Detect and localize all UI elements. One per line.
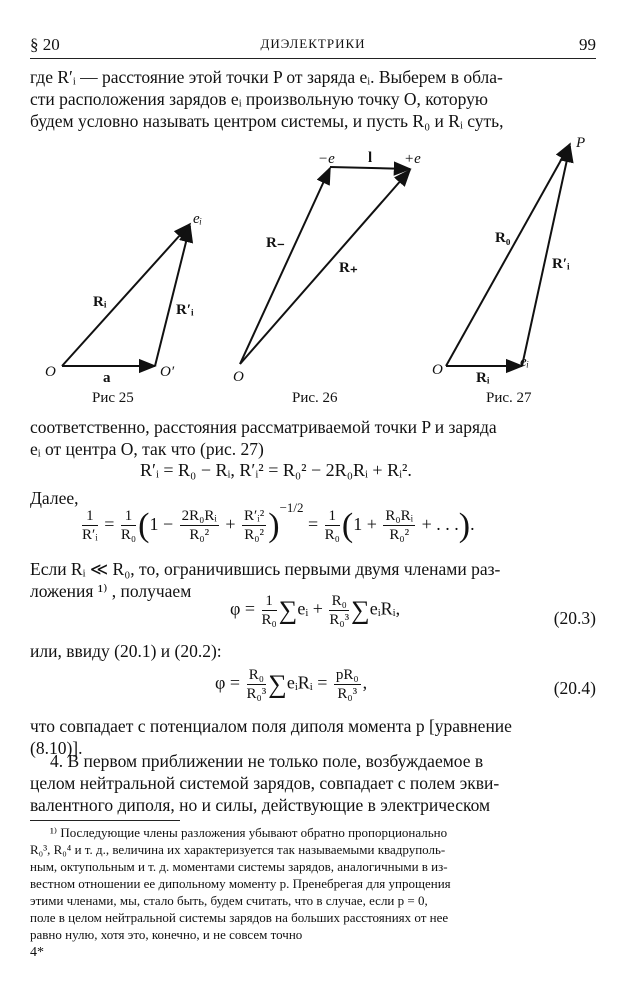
fig25-label-a: a [103, 370, 111, 386]
fig26-label-minus-e: −e [318, 151, 335, 167]
footnote-line: ным, октупольным и т. д. моментами системы зарядов, аналогичными в из- [30, 859, 448, 874]
equation-vector-difference: R′ᵢ = R₀ − Rᵢ, R′ᵢ² = R₀² − 2R₀Rᵢ + Rᵢ². [140, 460, 412, 480]
fraction: $\frac{\text{R₀}}{\text{R₀³}}$ [329, 593, 350, 628]
fig26-label-R-minus: R₋ [266, 235, 285, 251]
fig27-label-ei: eᵢ [520, 354, 530, 370]
fig26-label-l: l [368, 150, 373, 166]
footnote-line: ¹⁾ Последующие члены разложения убывают обратно пропорционально [50, 825, 448, 840]
equation-expansion: $\frac{1}{\text{R′ᵢ}}$ = $\frac{1}{\text{R₀}}$ (1 − $\frac{\text{2R₀Rᵢ}}{\text{R₀²}}$ + $\frac{\text{R′ᵢ²}}{\text{R₀²}}$ )$^{-1/2}$ = $\frac{1}{\text{R₀}}$ (1 + $\frac{\text{R₀Rᵢ}}{\text{R₀²}}$ + . . .). [82, 500, 475, 544]
text-line: будем условно называть центром системы, и пусть R₀ и Rᵢ суть, [30, 111, 504, 131]
fig26-vector-R-plus [240, 170, 410, 364]
header-rule [30, 58, 596, 59]
signature-mark: 4* [30, 945, 44, 960]
fig26-vector-l [330, 167, 410, 169]
fig26-vector-R-minus [240, 168, 330, 364]
figures-25-27 [0, 130, 631, 410]
equation-20-4: φ = $\frac{\text{R₀}}{\text{R₀³}}$ ∑eᵢRᵢ = $\frac{\text{pR₀}}{\text{R₀³}}$ , [215, 667, 368, 702]
fig25-label-Ri-prime: R′ᵢ [176, 302, 194, 318]
paragraph-definition [30, 416, 596, 460]
fig27-label-Ri: Rᵢ [476, 370, 490, 386]
paragraph-intro [30, 66, 596, 132]
fig27-caption: Рис. 27 [486, 390, 532, 406]
text-line: ложения ¹⁾ , получаем [30, 581, 192, 601]
fraction: $\frac{1}{\text{R₀}}$ [324, 508, 340, 544]
fig25-label-ei: eᵢ [193, 211, 203, 227]
text-line: что совпадает с потенциалом поля диполя момента p [уравнение [30, 716, 512, 736]
text-line: валентного диполя, но и силы, действующие в электрическом [30, 795, 491, 815]
footnote [30, 824, 596, 943]
text-ili: или, ввиду (20.1) и (20.2): [30, 641, 222, 661]
fraction: $\frac{1}{\text{R′ᵢ}}$ [82, 508, 98, 544]
footnote-rule [30, 820, 180, 821]
fig25-vector-Ri [62, 224, 190, 366]
section-number: § 20 [30, 35, 60, 54]
fraction: $\frac{1}{\text{R₀}}$ [120, 508, 137, 544]
text-line: eᵢ от центра O, так что (рис. 27) [30, 439, 264, 459]
text-line: сти расположения зарядов eᵢ произвольную точку O, которую [30, 89, 488, 109]
text-dalee: Далее, [30, 488, 79, 508]
chapter-title: ДИЭЛЕКТРИКИ [260, 36, 366, 51]
fraction: $\frac{\text{2R₀Rᵢ}}{\text{R₀²}}$ [181, 508, 217, 544]
page-header [30, 35, 596, 57]
footnote-line: вестном отношении ее дипольному моменту p. Пренебрегая для упрощения [30, 876, 451, 891]
fig26-caption: Рис. 26 [292, 390, 338, 406]
fraction: $\frac{\text{R₀Rᵢ}}{\text{R₀²}}$ [385, 508, 414, 544]
fig27-label-Ri-prime: R′ᵢ [552, 256, 570, 272]
fig27-label-P: P [576, 135, 586, 151]
equation-20-3: φ = $\frac{1}{\text{R₀}}$ ∑eᵢ + $\frac{\text{R₀}}{\text{R₀³}}$ ∑eᵢRᵢ, [230, 593, 401, 628]
text-line: целом нейтральной системой зарядов, совпадает с полем экви- [30, 773, 500, 793]
text-line: где R′ᵢ — расстояние этой точки P от заряда eᵢ. Выберем в обла- [30, 67, 503, 87]
equation-number: (20.4) [553, 678, 596, 698]
text-line: соответственно, расстояния рассматриваемой точки P и заряда [30, 417, 497, 437]
fraction: $\frac{1}{\text{R₀}}$ [261, 593, 277, 628]
footnote-line: поле в целом нейтральной системы зарядов на больших расстояниях от нее [30, 910, 449, 925]
fig27-label-O: O [432, 362, 443, 378]
fig25-label-Ri: Rᵢ [93, 294, 107, 310]
fig25-caption: Рис 25 [92, 390, 134, 406]
fig26-label-R-plus: R₊ [339, 260, 358, 276]
footnote-line: R₀³, R₀⁴ и т. д., величина их характеризуется так называемыми квадруполь- [30, 842, 446, 857]
text-line: 4. В первом приближении не только поле, возбуждаемое в [50, 751, 484, 771]
footnote-line: этими членами, мы, стало быть, будем считать, что в случае, если p = 0, [30, 893, 428, 908]
fig25-label-O: O [45, 364, 56, 380]
footnote-line: равно нулю, хотя это, конечно, и не совсем точно [30, 927, 303, 942]
paragraph-item-4 [30, 750, 596, 816]
fig27-vector-R0 [446, 144, 570, 366]
fraction: $\frac{\text{R′ᵢ²}}{\text{R₀²}}$ [243, 508, 265, 544]
equation-number: (20.3) [553, 608, 596, 628]
fig26-label-plus-e: +e [404, 151, 421, 167]
text-line: Если Rᵢ ≪ R₀, то, ограничившись первыми двумя членами раз- [30, 559, 501, 579]
fraction: $\frac{\text{R₀}}{\text{R₀³}}$ [246, 667, 267, 702]
page-number: 99 [579, 35, 596, 54]
fig25-label-O-prime: O′ [160, 364, 175, 380]
fig27-label-R0: R₀ [495, 230, 511, 246]
fraction: $\frac{\text{pR₀}}{\text{R₀³}}$ [335, 667, 359, 702]
text-line: (8.10)]. [30, 738, 83, 758]
fig26-label-O: O [233, 369, 244, 385]
fig25-vector-Ri-prime [155, 226, 190, 366]
